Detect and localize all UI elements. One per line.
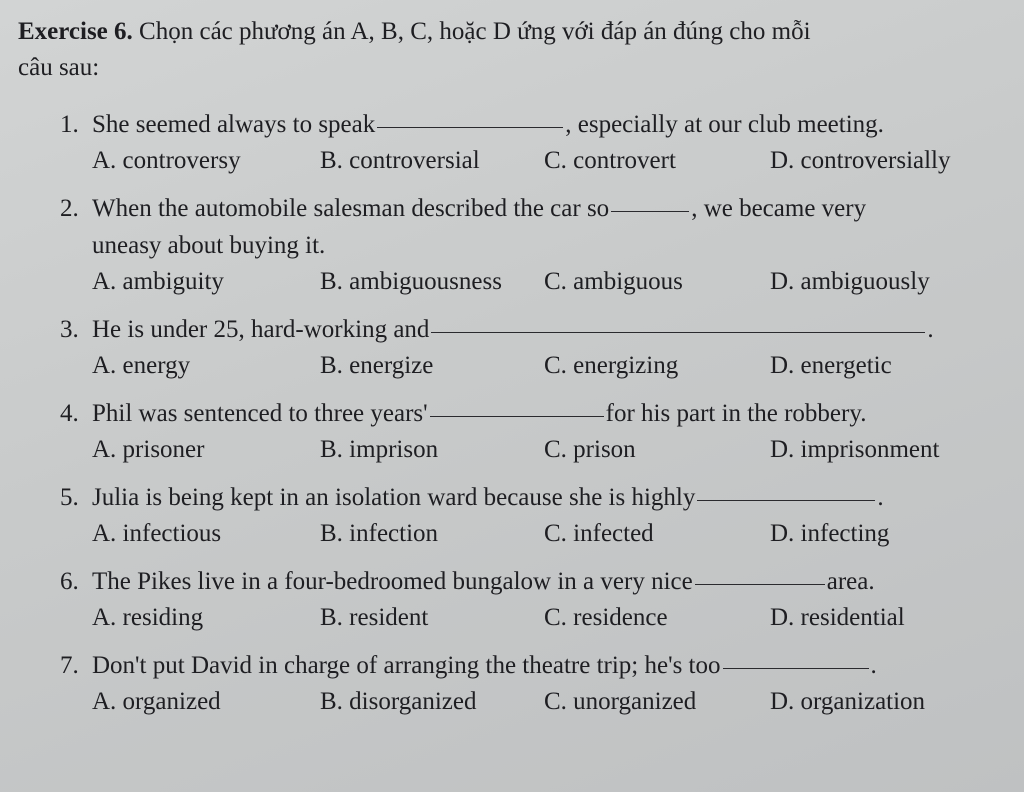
question-list xyxy=(18,106,1004,720)
option-c[interactable]: C. infected xyxy=(544,520,654,547)
question-text-before: Phil was sentenced to three years' xyxy=(92,400,428,427)
question-stem xyxy=(60,395,1004,432)
answer-options xyxy=(92,348,1004,384)
option-b[interactable]: B. disorganized xyxy=(320,688,477,715)
option-a[interactable]: A. residing xyxy=(92,604,204,631)
option-b[interactable]: B. resident xyxy=(320,604,429,631)
question-text-after: , especially at our club meeting. xyxy=(565,111,884,138)
option-b[interactable]: B. controversial xyxy=(320,147,480,174)
option-a[interactable]: A. ambiguity xyxy=(92,268,224,295)
option-c[interactable]: C. unorganized xyxy=(544,688,697,715)
option-d[interactable]: D. imprisonment xyxy=(770,436,940,463)
question-number: 6. xyxy=(60,568,79,595)
question-text-before: Don't put David in charge of arranging the theatre trip; he's too xyxy=(92,652,721,679)
question-text-before: When the automobile salesman described the car so xyxy=(92,195,610,222)
question-number: 3. xyxy=(60,316,79,343)
option-a[interactable]: A. infectious xyxy=(92,520,222,547)
answer-options xyxy=(92,516,1004,552)
option-b[interactable]: B. ambiguousness xyxy=(320,268,502,295)
question-stem xyxy=(60,311,1004,348)
option-b[interactable]: B. imprison xyxy=(320,436,439,463)
question-text-continuation: uneasy about buying it. xyxy=(92,232,326,259)
answer-blank[interactable] xyxy=(430,415,604,417)
question-text-before: He is under 25, hard-working and xyxy=(92,316,430,343)
answer-options xyxy=(92,264,1004,300)
answer-options xyxy=(92,143,1004,179)
answer-blank[interactable] xyxy=(723,667,869,669)
question-number: 5. xyxy=(60,484,79,511)
question-number: 7. xyxy=(60,652,79,679)
answer-options xyxy=(92,600,1004,636)
exercise-label: Exercise 6. xyxy=(18,18,133,45)
question-number: 4. xyxy=(60,400,79,427)
option-d[interactable]: D. organization xyxy=(770,688,926,715)
question-1 xyxy=(60,106,1004,179)
question-text-before: The Pikes live in a four-bedroomed bungalow in a very nice xyxy=(92,568,693,595)
option-a[interactable]: A. energy xyxy=(92,352,191,379)
exercise-instruction-cont: câu sau: xyxy=(18,54,100,81)
question-5 xyxy=(60,479,1004,552)
exercise-instruction: Chọn các phương án A, B, C, hoặc D ứng với đáp án đúng cho mỗi xyxy=(139,18,811,45)
question-6 xyxy=(60,563,1004,636)
question-stem xyxy=(60,563,1004,600)
question-stem xyxy=(60,647,1004,684)
option-c[interactable]: C. prison xyxy=(544,436,636,463)
question-text-after: . xyxy=(877,484,884,511)
question-stem xyxy=(60,190,1004,227)
option-d[interactable]: D. ambiguously xyxy=(770,268,930,295)
option-c[interactable]: C. controvert xyxy=(544,147,676,174)
option-c[interactable]: C. energizing xyxy=(544,352,679,379)
question-3 xyxy=(60,311,1004,384)
answer-blank[interactable] xyxy=(377,126,563,128)
answer-blank[interactable] xyxy=(431,331,925,333)
option-a[interactable]: A. controversy xyxy=(92,147,241,174)
option-a[interactable]: A. prisoner xyxy=(92,436,205,463)
question-text-before: Julia is being kept in an isolation ward because she is highly xyxy=(92,484,696,511)
answer-blank[interactable] xyxy=(695,583,825,585)
option-b[interactable]: B. infection xyxy=(320,520,439,547)
option-c[interactable]: C. ambiguous xyxy=(544,268,683,295)
question-7 xyxy=(60,647,1004,720)
question-2 xyxy=(60,190,1004,300)
answer-options xyxy=(92,432,1004,468)
question-stem xyxy=(60,479,1004,516)
question-text-after: . xyxy=(870,652,877,679)
option-d[interactable]: D. controversially xyxy=(770,147,951,174)
question-number: 2. xyxy=(60,195,79,222)
exercise-header xyxy=(18,14,1004,86)
option-d[interactable]: D. residential xyxy=(770,604,905,631)
option-d[interactable]: D. infecting xyxy=(770,520,890,547)
option-c[interactable]: C. residence xyxy=(544,604,668,631)
question-text-after: . xyxy=(927,316,934,343)
question-text-before: She seemed always to speak xyxy=(92,111,376,138)
answer-blank[interactable] xyxy=(611,210,689,212)
question-stem xyxy=(60,106,1004,143)
question-number: 1. xyxy=(60,111,79,138)
question-4 xyxy=(60,395,1004,468)
answer-options xyxy=(92,684,1004,720)
answer-blank[interactable] xyxy=(697,499,875,501)
option-a[interactable]: A. organized xyxy=(92,688,221,715)
question-text-after: , we became very xyxy=(691,195,867,222)
option-d[interactable]: D. energetic xyxy=(770,352,892,379)
question-text-after: for his part in the robbery. xyxy=(605,400,867,427)
question-text-after: area. xyxy=(826,568,875,595)
option-b[interactable]: B. energize xyxy=(320,352,434,379)
